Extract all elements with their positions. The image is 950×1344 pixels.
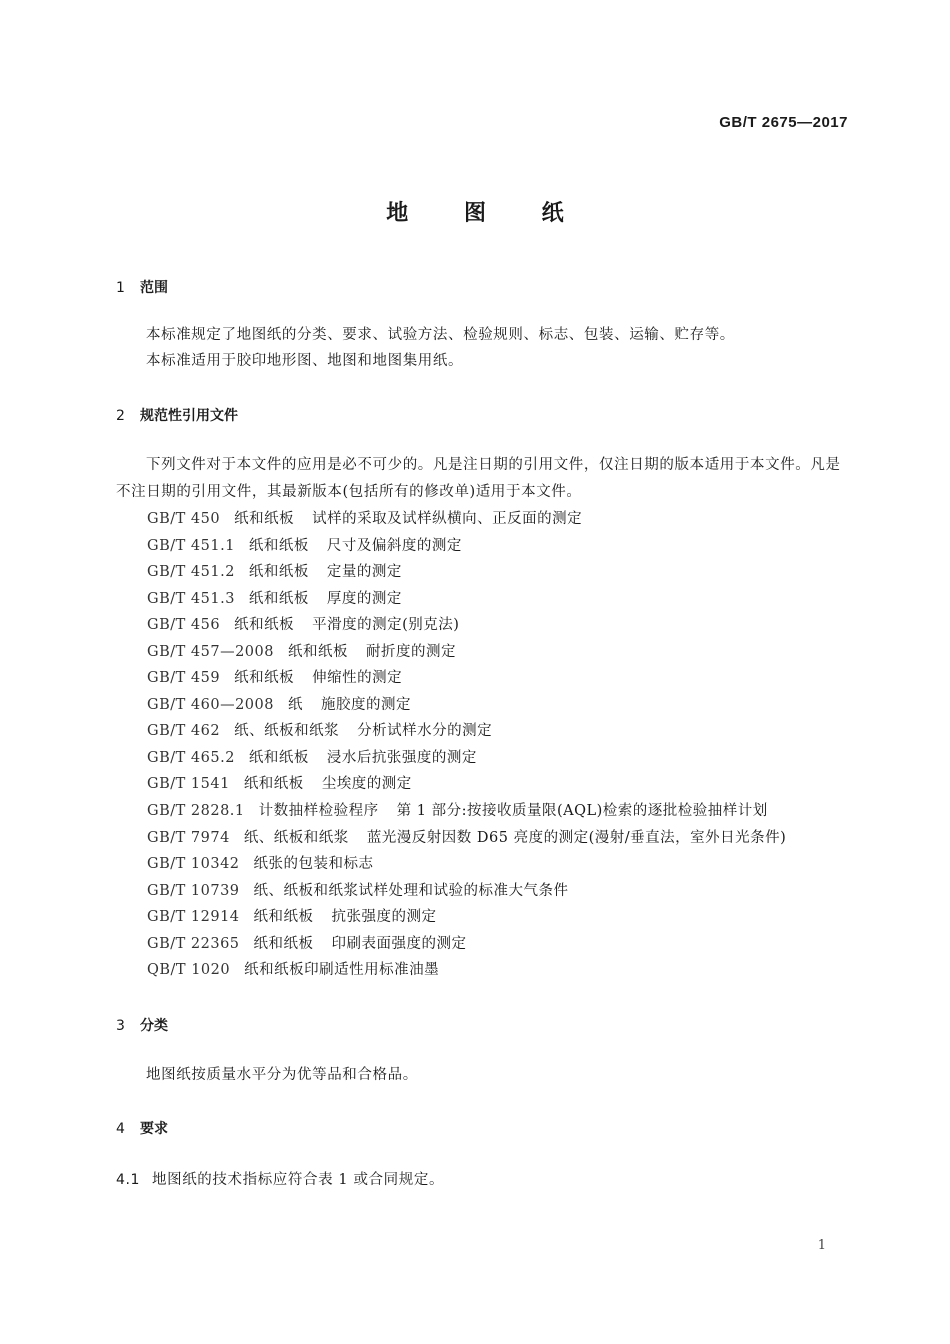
reference-subject: 计数抽样检验程序 bbox=[258, 803, 379, 820]
reference-subject: 纸、纸板和纸浆试样处理和试验的标准大气条件 bbox=[253, 882, 569, 899]
section-heading-requirements bbox=[116, 1118, 168, 1138]
reference-code: GB/T 456 bbox=[147, 617, 221, 634]
title-char: 图 bbox=[463, 201, 486, 226]
reference-title: 分析试样水分的测定 bbox=[357, 723, 493, 740]
reference-subject: 纸、纸板和纸浆 bbox=[234, 723, 340, 740]
reference-code: GB/T 451.2 bbox=[147, 564, 235, 581]
reference-item bbox=[147, 904, 786, 931]
section-title: 范围 bbox=[140, 280, 168, 296]
section-number: 3 bbox=[116, 1018, 125, 1034]
reference-code: GB/T 451.3 bbox=[147, 590, 235, 607]
reference-item bbox=[147, 878, 786, 905]
reference-code: GB/T 12914 bbox=[147, 909, 240, 926]
section-number: 1 bbox=[116, 280, 125, 296]
reference-subject: 纸和纸板印刷适性用标准油墨 bbox=[244, 962, 440, 979]
reference-title: 抗张强度的测定 bbox=[331, 909, 437, 926]
reference-item bbox=[147, 745, 786, 772]
section-heading-classification bbox=[116, 1015, 168, 1035]
reference-title: 第 1 部分:按接收质量限(AQL)检索的逐批检验抽样计划 bbox=[396, 803, 768, 820]
reference-item bbox=[147, 586, 786, 613]
title-char: 纸 bbox=[541, 201, 564, 226]
reference-item bbox=[147, 639, 786, 666]
reference-code: GB/T 2828.1 bbox=[147, 803, 245, 820]
section-title: 规范性引用文件 bbox=[140, 408, 238, 424]
reference-item bbox=[147, 506, 786, 533]
reference-subject: 纸和纸板 bbox=[253, 935, 314, 952]
reference-item bbox=[147, 851, 786, 878]
reference-code: GB/T 451.1 bbox=[147, 537, 235, 554]
reference-item bbox=[147, 931, 786, 958]
reference-item bbox=[147, 612, 786, 639]
reference-title: 浸水后抗张强度的测定 bbox=[326, 749, 477, 766]
reference-title: 施胶度的测定 bbox=[320, 696, 411, 713]
reference-code: GB/T 22365 bbox=[147, 935, 240, 952]
reference-code: GB/T 7974 bbox=[147, 829, 230, 846]
reference-code: GB/T 1541 bbox=[147, 776, 230, 793]
reference-subject: 纸和纸板 bbox=[253, 909, 314, 926]
reference-title: 尘埃度的测定 bbox=[321, 776, 412, 793]
reference-subject: 纸、纸板和纸浆 bbox=[243, 829, 349, 846]
reference-code: QB/T 1020 bbox=[147, 962, 231, 979]
reference-code: GB/T 10342 bbox=[147, 856, 240, 873]
reference-subject: 纸和纸板 bbox=[248, 749, 309, 766]
reference-code: GB/T 457—2008 bbox=[147, 643, 274, 660]
reference-subject: 纸 bbox=[287, 696, 303, 713]
scope-paragraph-1: 本标准规定了地图纸的分类、要求、试验方法、检验规则、标志、包装、运输、贮存等。 bbox=[146, 327, 735, 343]
reference-item bbox=[147, 665, 786, 692]
reference-subject: 纸和纸板 bbox=[248, 564, 309, 581]
document-title bbox=[0, 196, 950, 227]
reference-item bbox=[147, 559, 786, 586]
references-intro: 下列文件对于本文件的应用是必不可少的。凡是注日期的引用文件，仅注日期的版本适用于本文件。凡是不注日期的引用文件，其最新版本(包括所有的修改单)适用于本文件。 bbox=[116, 457, 841, 500]
reference-title: 蓝光漫反射因数 D65 亮度的测定(漫射/垂直法，室外日光条件) bbox=[366, 829, 787, 846]
reference-code: GB/T 450 bbox=[147, 511, 221, 527]
reference-code: GB/T 462 bbox=[147, 723, 221, 740]
clause-text: 地图纸的技术指标应符合表 1 或合同规定。 bbox=[152, 1172, 445, 1188]
reference-item bbox=[147, 825, 786, 852]
reference-item bbox=[147, 533, 786, 560]
section-number: 2 bbox=[116, 408, 125, 424]
reference-title: 尺寸及偏斜度的测定 bbox=[326, 537, 462, 554]
reference-title: 定量的测定 bbox=[326, 564, 402, 581]
title-char: 地 bbox=[386, 201, 409, 226]
reference-subject: 纸和纸板 bbox=[248, 590, 309, 607]
reference-subject: 纸和纸板 bbox=[248, 537, 309, 554]
clause-4-1 bbox=[116, 1168, 444, 1189]
reference-title: 平滑度的测定(别克法) bbox=[312, 617, 460, 634]
reference-subject: 纸和纸板 bbox=[287, 643, 348, 660]
reference-item bbox=[147, 798, 786, 825]
reference-code: GB/T 465.2 bbox=[147, 749, 235, 766]
scope-paragraph-2: 本标准适用于胶印地形图、地图和地图集用纸。 bbox=[146, 353, 464, 369]
section-heading-scope bbox=[116, 277, 168, 297]
reference-code: GB/T 460—2008 bbox=[147, 696, 274, 713]
reference-item bbox=[147, 957, 786, 984]
reference-subject: 纸和纸板 bbox=[234, 511, 295, 527]
section-number: 4 bbox=[116, 1121, 125, 1137]
reference-code: GB/T 10739 bbox=[147, 882, 240, 899]
reference-title: 耐折度的测定 bbox=[365, 643, 456, 660]
section-title: 要求 bbox=[140, 1121, 168, 1137]
reference-list bbox=[147, 506, 786, 984]
reference-subject: 纸和纸板 bbox=[234, 617, 295, 634]
page-number: 1 bbox=[817, 1238, 826, 1253]
reference-item bbox=[147, 718, 786, 745]
reference-subject: 纸张的包装和标志 bbox=[253, 856, 374, 873]
reference-subject: 纸和纸板 bbox=[234, 670, 295, 687]
section-title: 分类 bbox=[140, 1018, 168, 1034]
reference-code: GB/T 459 bbox=[147, 670, 221, 687]
reference-title: 试样的采取及试样纵横向、正反面的测定 bbox=[312, 511, 583, 527]
section-heading-normative-references bbox=[116, 405, 238, 425]
reference-title: 厚度的测定 bbox=[326, 590, 402, 607]
reference-title: 印刷表面强度的测定 bbox=[331, 935, 467, 952]
document-code: GB/T 2675—2017 bbox=[719, 114, 848, 131]
reference-item bbox=[147, 692, 786, 719]
clause-number: 4.1 bbox=[116, 1172, 141, 1188]
reference-subject: 纸和纸板 bbox=[243, 776, 304, 793]
reference-title: 伸缩性的测定 bbox=[312, 670, 403, 687]
reference-item bbox=[147, 771, 786, 798]
classification-paragraph: 地图纸按质量水平分为优等品和合格品。 bbox=[146, 1067, 418, 1083]
